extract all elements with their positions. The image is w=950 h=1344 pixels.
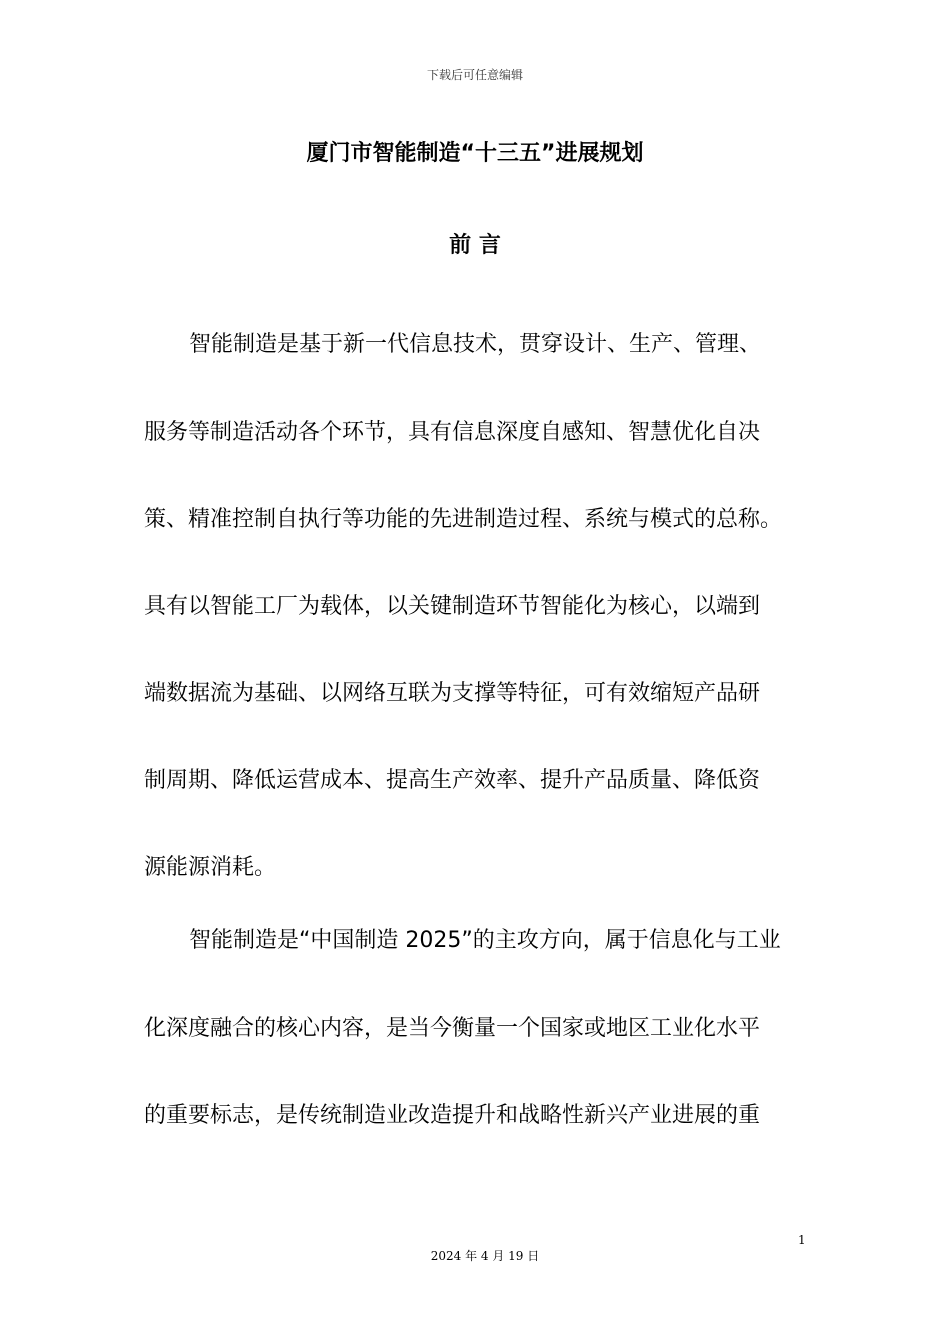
header-note: 下载后可任意编辑 xyxy=(426,68,523,82)
section-title: 前 言 xyxy=(449,233,501,258)
paragraph-2-line: 智能制造是“中国制造 2025”的主攻方向，属于信息化与工业 xyxy=(189,928,781,953)
paragraph-1-line: 制周期、降低运营成本、提高生产效率、提升产品质量、降低资 xyxy=(144,768,761,793)
footer-date: 2024 年 4 月 19 日 xyxy=(430,1249,540,1263)
paragraph-1-line: 服务等制造活动各个环节，具有信息深度自感知、智慧优化自决 xyxy=(144,420,761,445)
paragraph-2-line: 的重要标志，是传统制造业改造提升和战略性新兴产业进展的重 xyxy=(144,1103,761,1128)
paragraph-2-line: 化深度融合的核心内容，是当今衡量一个国家或地区工业化水平 xyxy=(144,1016,761,1041)
paragraph-1-line: 智能制造是基于新一代信息技术，贯穿设计、生产、管理、 xyxy=(189,332,762,357)
document-title: 厦门市智能制造“十三五”进展规划 xyxy=(306,141,644,166)
paragraph-1-line: 策、精准控制自执行等功能的先进制造过程、系统与模式的总称。 xyxy=(144,507,783,532)
paragraph-1-line: 端数据流为基础、以网络互联为支撑等特征，可有效缩短产品研 xyxy=(144,681,761,706)
paragraph-1-line: 源能源消耗。 xyxy=(144,855,277,880)
page-number: 1 xyxy=(798,1233,806,1247)
paragraph-1-line: 具有以智能工厂为载体，以关键制造环节智能化为核心，以端到 xyxy=(144,594,761,619)
